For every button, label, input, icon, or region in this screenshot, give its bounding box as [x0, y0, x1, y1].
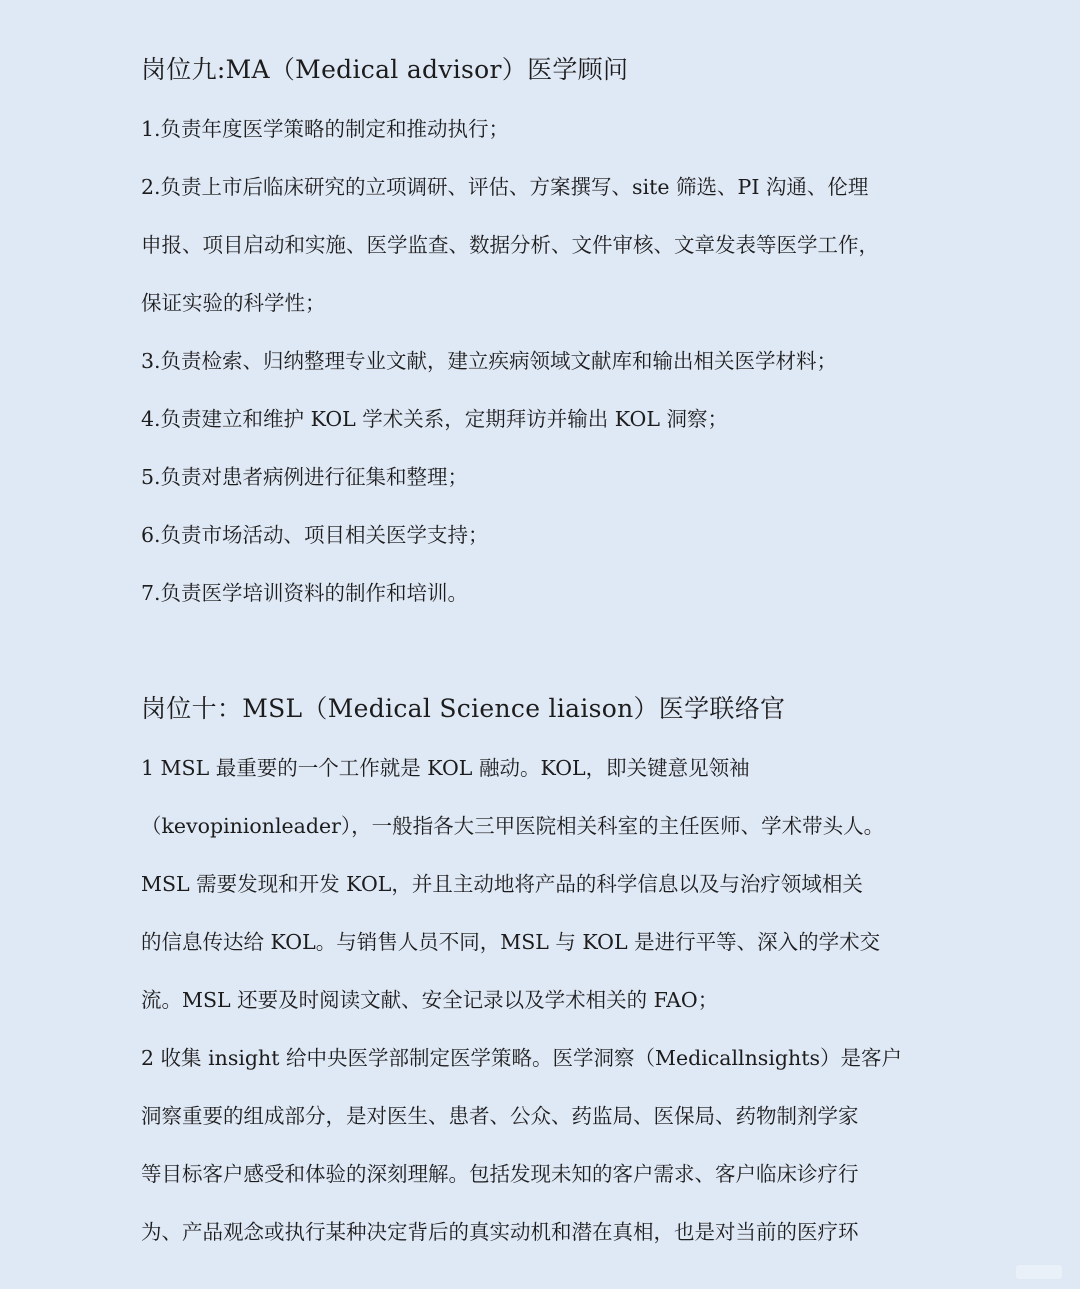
text-line: 申报、项目启动和实施、医学监查、数据分析、文件审核、文章发表等医学工作， — [141, 233, 879, 257]
section-body — [141, 739, 941, 1261]
section-ma — [141, 52, 941, 622]
section-title: 岗位九:MA（Medical advisor）医学顾问 — [141, 55, 629, 84]
text-line: 3.负责检索、归纳整理专业文献，建立疾病领域文献库和输出相关医学材料； — [141, 349, 838, 373]
text-line: MSL 需要发现和开发 KOL，并且主动地将产品的科学信息以及与治疗领域相关 — [141, 872, 863, 896]
text-line: 保证实验的科学性； — [141, 291, 326, 315]
text-line: 为、产品观念或执行某种决定背后的真实动机和潜在真相，也是对当前的医疗环 — [141, 1220, 859, 1244]
text-line: 洞察重要的组成部分，是对医生、患者、公众、药监局、医保局、药物制剂学家 — [141, 1104, 859, 1128]
text-line: 1 MSL 最重要的一个工作就是 KOL 融动。KOL，即关键意见领袖 — [141, 756, 750, 780]
text-line: 流。MSL 还要及时阅读文献、安全记录以及学术相关的 FAO； — [141, 988, 719, 1012]
section-body — [141, 100, 941, 622]
text-line: 2.负责上市后临床研究的立项调研、评估、方案撰写、site 筛选、PI 沟通、伦理 — [141, 175, 869, 199]
text-line: 等目标客户感受和体验的深刻理解。包括发现未知的客户需求、客户临床诊疗行 — [141, 1162, 859, 1186]
text-line: 4.负责建立和维护 KOL 学术关系，定期拜访并输出 KOL 洞察； — [141, 407, 728, 431]
text-line: 2 收集 insight 给中央医学部制定医学策略。医学洞察（Medicallnsights）是客户 — [141, 1046, 902, 1070]
text-line: 的信息传达给 KOL。与销售人员不同，MSL 与 KOL 是进行平等、深入的学术交 — [141, 930, 881, 954]
text-line: （kevopinionleader），一般指各大三甲医院相关科室的主任医师、学术带头人。 — [141, 814, 885, 838]
text-line: 6.负责市场活动、项目相关医学支持； — [141, 523, 489, 547]
section-msl — [141, 691, 941, 1261]
text-line: 1.负责年度医学策略的制定和推动执行； — [141, 117, 510, 141]
watermark-logo — [1016, 1265, 1062, 1279]
text-line: 7.负责医学培训资料的制作和培训。 — [141, 581, 469, 605]
section-title: 岗位十：MSL（Medical Science liaison）医学联络官 — [141, 694, 786, 723]
text-line: 5.负责对患者病例进行征集和整理； — [141, 465, 469, 489]
